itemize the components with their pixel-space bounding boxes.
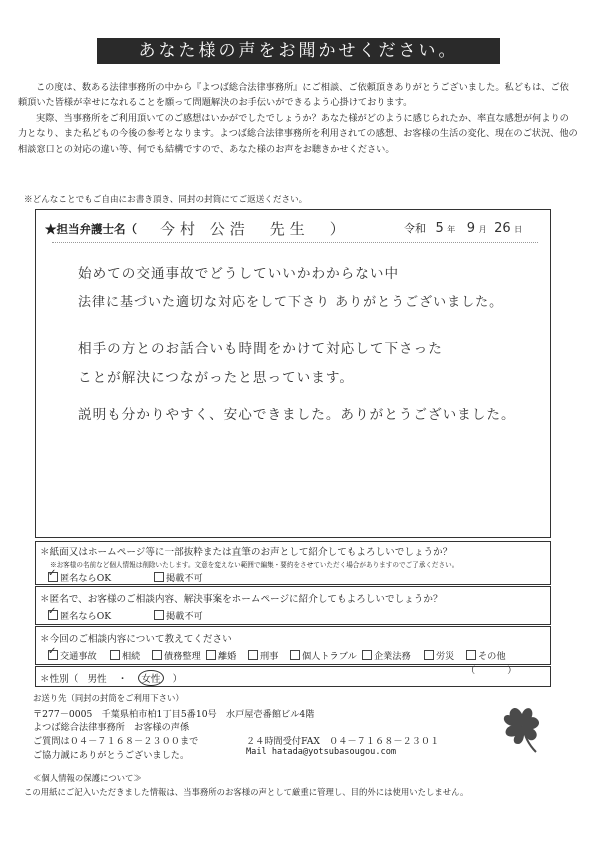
- message-line: 始めての交通事故でどうしていいかわからない中: [78, 266, 400, 282]
- date-year-unit: 年: [447, 225, 456, 234]
- checkbox[interactable]: [206, 650, 216, 660]
- option-label: 匿名ならOK: [60, 573, 112, 584]
- privacy-title: ≪個人情報の保護について≫: [33, 773, 142, 783]
- phone-number: ご質問は０４－７１６８－２３００まで: [33, 736, 199, 747]
- gender-male-option[interactable]: 男性: [87, 674, 107, 685]
- gender-row: [40, 670, 182, 686]
- option-personal-trouble[interactable]: [290, 648, 357, 662]
- option-label: 匿名ならOK: [60, 611, 112, 622]
- date-month: 9: [466, 221, 476, 236]
- option-label: 掲載不可: [166, 573, 203, 584]
- lawyer-name-value[interactable]: 今村 公浩 先生 ）: [160, 220, 350, 238]
- lawyer-name-label: ★担当弁護士名（: [45, 222, 137, 236]
- checkbox[interactable]: [362, 650, 372, 660]
- question-consultation-type: [35, 626, 551, 676]
- checkbox[interactable]: [152, 650, 162, 660]
- checkbox[interactable]: [424, 650, 434, 660]
- option-anonymous-ok[interactable]: [48, 570, 111, 584]
- date-month-unit: 月: [478, 225, 487, 234]
- divider-line: [52, 242, 538, 243]
- option-label: 相続: [122, 651, 141, 662]
- intro-paragraph-1: この度は、数ある法律事務所の中から『よつば総合法律事務所』にご相談、ご依頼頂きありがとうございました。私どもは、ご依頼頂いた皆様が幸せになれることを願って問題解決のお手伝いができるよう心掛けております。: [18, 82, 569, 109]
- checkbox[interactable]: [154, 572, 164, 582]
- option-label: その他（: [466, 651, 506, 676]
- page-banner: あなた様の声をお聞かせください。: [97, 38, 500, 64]
- option-anonymous-ok[interactable]: [48, 608, 111, 622]
- gender-female-option[interactable]: 女性: [138, 670, 163, 686]
- question-subtext: ※お客様の名前など個人情報は削除いたします。文意を変えない範囲で編集・要約をさせていただく場合がありますのでご了承ください。: [50, 561, 459, 569]
- date-day-unit: 日: [514, 225, 523, 234]
- question-text: ＊今回のご相談内容について教えてください: [40, 634, 232, 645]
- message-line: 相手の方とのお話合いも時間をかけて対応して下さった: [78, 341, 443, 357]
- other-close-paren: ）: [507, 665, 517, 676]
- office-name: よつば総合法律事務所 お客様の声係: [33, 722, 190, 733]
- clover-logo-icon: [498, 702, 548, 756]
- option-not-allowed[interactable]: [154, 570, 203, 584]
- intro-paragraph-2: 実際、当事務所をご利用頂いてのご感想はいかがでしたでしょうか？あなた様がどのように感じられたか、率直な感想が何よりの力となり、また私どもの今後の参考となります。よつば総合法律事務所を利用されての感想、お客様の生活の変化、現在のご状況、他の相談窓口との対応の違い等、何でも結構ですので、あなた様のお声をお聴きかせください。: [18, 112, 578, 155]
- option-debt[interactable]: [152, 648, 201, 662]
- date-field[interactable]: [404, 220, 522, 236]
- message-line: ことが解決につながったと思っています。: [78, 370, 354, 386]
- message-line: 説明も分かりやすく、安心できました。ありがとうございました。: [78, 407, 516, 423]
- date-day: 26: [494, 221, 511, 236]
- intro-text: [18, 80, 578, 157]
- question-text: ＊匿名で、お客様のご相談内容、解決事案をホームページに紹介してもよろしいでしょうか？: [40, 594, 443, 605]
- privacy-text: この用紙にご記入いただきました情報は、当事務所のお客様の声として厳重に管理し、目的外には使用いたしません。: [24, 787, 469, 797]
- option-label: 掲載不可: [166, 611, 203, 622]
- instruction-note: ※どんなことでもご自由にお書き頂き、同封の封筒にてご返送ください。: [24, 195, 308, 205]
- thanks-text: ご協力誠にありがとうございました。: [33, 750, 190, 761]
- message-line: 法律に基づいた適切な対応をして下さり ありがとうございました。: [78, 295, 504, 310]
- option-not-allowed[interactable]: [154, 608, 203, 622]
- checkbox[interactable]: [48, 572, 58, 582]
- fax-number: ２４時間受付FAX ０４－７１６８－２３０１: [246, 736, 440, 747]
- question-text: ＊紙面又はホームページ等に一部抜粋または直筆のお声として紹介してもよろしいでしょうか？: [40, 547, 453, 558]
- question-case-permission: [35, 586, 551, 625]
- checkbox[interactable]: [466, 650, 476, 660]
- option-inheritance[interactable]: [110, 648, 140, 662]
- date-year: 5: [435, 221, 444, 236]
- gender-separator: ・: [117, 674, 128, 685]
- checkbox[interactable]: [48, 610, 58, 620]
- option-label: 交通事故: [60, 651, 97, 662]
- close-paren: ）: [172, 674, 183, 685]
- checkbox[interactable]: [248, 650, 258, 660]
- option-label: 離婚: [218, 651, 237, 662]
- question-gender: [35, 666, 551, 687]
- checkbox[interactable]: [154, 610, 164, 620]
- option-traffic-accident[interactable]: [48, 648, 97, 662]
- date-era: 令和: [404, 222, 426, 235]
- option-label: 企業法務: [374, 651, 411, 662]
- email-address[interactable]: Mail hatada@yotsubasougou.com: [246, 747, 397, 757]
- send-to-label: お送り先（同封の封筒をご利用下さい）: [33, 693, 184, 703]
- office-address: 〒277－0005 千葉県柏市柏1丁目5番10号 水戸屋壱番館ビル4階: [33, 709, 315, 720]
- checkbox[interactable]: [290, 650, 300, 660]
- question-publish-permission: [35, 541, 551, 585]
- question-text: ＊性別（: [40, 674, 79, 685]
- checkbox[interactable]: [48, 650, 58, 660]
- option-corporate[interactable]: [362, 648, 411, 662]
- option-workers-comp[interactable]: [424, 648, 454, 662]
- option-label: 刑事: [260, 651, 279, 662]
- option-label: 個人トラブル: [302, 651, 357, 662]
- option-divorce[interactable]: [206, 648, 236, 662]
- option-criminal[interactable]: [248, 648, 278, 662]
- option-label: 労災: [436, 651, 455, 662]
- checkbox[interactable]: [110, 650, 120, 660]
- option-label: 債務整理: [164, 651, 201, 662]
